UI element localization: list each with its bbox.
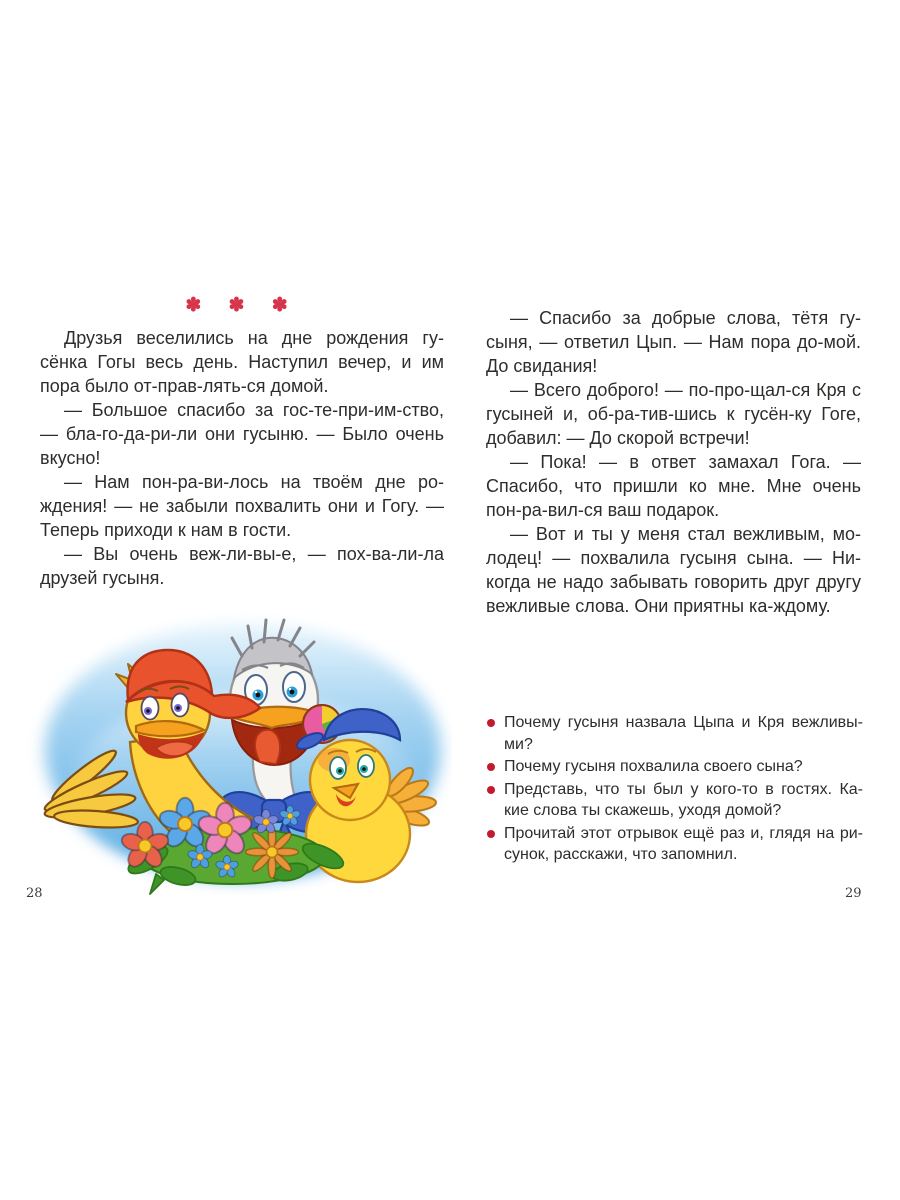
bullet-icon: [487, 786, 495, 794]
question-item: [487, 779, 863, 822]
paragraph: — Всего доброго! — по-про-щал-ся Кря с гусыней и, об-ра-тив-шись к гусён-ку Гоге, добавил: — До скорой встречи!: [486, 380, 861, 448]
questions-list: [487, 712, 863, 867]
paragraph: — Нам пон-ра-ви-лось на твоём дне ро-ждения! — не забыли похвалить они и Гогу. — Теперь приходи к нам в гости.: [40, 472, 444, 540]
question-text: Почему гусыня назвала Цыпа и Кря вежливы-ми?: [504, 714, 863, 753]
question-item: [487, 712, 863, 755]
illustration-birthday-birds: [28, 608, 452, 900]
paragraph: — Спасибо за добрые слова, тётя гу-сыня, — ответил Цып. — Нам пора до-мой. До свидания!: [486, 308, 861, 376]
paragraph: — Вот и ты у меня стал вежливым, мо-лодец! — похвалила гусыня сына. — Ни-когда не надо забывать говорить друг другу вежливые слова. Они приятны ка-ждому.: [486, 524, 861, 616]
right-text-column: [486, 306, 861, 618]
paragraph: — Большое спасибо за гос-те-при-им-ство, — бла-го-да-ри-ли они гусыню. — Было очень вкусно!: [40, 400, 444, 468]
page-number-left: 28: [26, 886, 43, 901]
page-number-right: 29: [845, 886, 862, 901]
bullet-icon: [487, 830, 495, 838]
question-text: Почему гусыня похвалила своего сына?: [504, 758, 803, 775]
question-item: [487, 823, 863, 866]
question-item: [487, 756, 863, 778]
bullet-icon: [487, 719, 495, 727]
question-text: Прочитай этот отрывок ещё раз и, глядя на ри-сунок, расскажи, что запомнил.: [504, 824, 863, 863]
left-text-column: [40, 294, 444, 590]
birds-bouquet-drawing: [28, 608, 452, 900]
paragraph: — Вы очень веж-ли-вы-е, — пох-ва-ли-ла друзей гусыня.: [40, 544, 444, 588]
paragraph: — Пока! — в ответ замахал Гога. — Спасибо, что пришли ко мне. Мне очень пон-ра-вил-ся ваш подарок.: [486, 452, 861, 520]
section-ornament-asterisks: [40, 294, 444, 317]
asterisk-flowers: ✽ ✽ ✽: [185, 295, 299, 316]
paragraph: Друзья веселились на дне рождения гу-сёнка Гогы весь день. Наступил вечер, и им пора было от-прав-лять-ся домой.: [40, 328, 444, 396]
orange-daisy: [246, 826, 299, 879]
bullet-icon: [487, 763, 495, 771]
question-text: Представь, что ты был у кого-то в гостях. Ка-кие слова ты скажешь, уходя домой?: [504, 780, 863, 819]
